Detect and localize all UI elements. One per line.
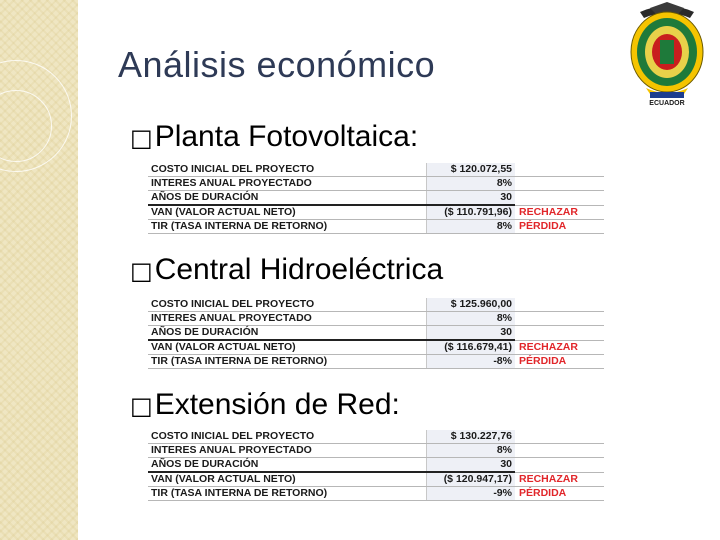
row-value: 30 (427, 458, 516, 473)
page-title: Análisis económico (118, 44, 436, 85)
section-heading-fotovoltaica (130, 120, 418, 154)
table-row (148, 163, 604, 177)
section-heading-extension-red (130, 388, 400, 422)
row-value: -8% (427, 355, 516, 369)
row-result (515, 458, 604, 473)
row-result: RECHAZAR (515, 340, 604, 355)
row-result: RECHAZAR (515, 205, 604, 220)
section-title: Central Hidroeléctrica (154, 253, 444, 286)
table-row (148, 326, 604, 341)
table-row (148, 312, 604, 326)
row-value: -9% (427, 487, 516, 501)
table-row (148, 458, 604, 473)
section-title: Extensión de Red: (154, 388, 400, 421)
section-heading-hidroelectrica (130, 253, 443, 287)
row-label: COSTO INICIAL DEL PROYECTO (148, 163, 427, 177)
bullet-icon: □ (130, 257, 153, 285)
row-label: VAN (VALOR ACTUAL NETO) (148, 472, 427, 487)
table-row (148, 340, 604, 355)
row-value: 8% (427, 177, 516, 191)
row-result: RECHAZAR (515, 472, 604, 487)
table-row (148, 177, 604, 191)
table-row (148, 430, 604, 444)
row-label: AÑOS DE DURACIÓN (148, 191, 427, 206)
table-row (148, 472, 604, 487)
row-label: INTERES ANUAL PROYECTADO (148, 312, 427, 326)
table-row (148, 220, 604, 234)
row-label: COSTO INICIAL DEL PROYECTO (148, 298, 427, 312)
row-label: INTERES ANUAL PROYECTADO (148, 444, 427, 458)
table-row (148, 487, 604, 501)
row-value: $ 125.960,00 (427, 298, 516, 312)
bullet-icon: □ (130, 124, 153, 152)
row-result (515, 177, 604, 191)
table-row (148, 444, 604, 458)
table-row (148, 355, 604, 369)
row-result: PÉRDIDA (515, 487, 604, 501)
row-value: 8% (427, 220, 516, 234)
row-value: 30 (427, 191, 516, 206)
table-row (148, 205, 604, 220)
row-label: AÑOS DE DURACIÓN (148, 326, 427, 341)
results-table-fotovoltaica (148, 163, 604, 234)
results-table-extension-red (148, 430, 604, 501)
row-label: VAN (VALOR ACTUAL NETO) (148, 340, 427, 355)
row-result (515, 444, 604, 458)
row-result: PÉRDIDA (515, 220, 604, 234)
row-label: COSTO INICIAL DEL PROYECTO (148, 430, 427, 444)
ecuador-coat-of-arms-icon (620, 2, 714, 108)
row-result (515, 298, 604, 312)
row-value: $ 120.072,55 (427, 163, 516, 177)
logo-text: ECUADOR (649, 100, 685, 107)
bullet-icon: □ (130, 392, 153, 420)
row-result (515, 430, 604, 444)
row-result (515, 326, 604, 341)
row-value: ($ 116.679,41) (427, 340, 516, 355)
row-label: AÑOS DE DURACIÓN (148, 458, 427, 473)
row-value: $ 130.227,76 (427, 430, 516, 444)
row-value: ($ 120.947,17) (427, 472, 516, 487)
table-row (148, 298, 604, 312)
row-label: VAN (VALOR ACTUAL NETO) (148, 205, 427, 220)
results-table-hidroelectrica (148, 298, 604, 369)
section-title: Planta Fotovoltaica: (154, 120, 419, 153)
row-result (515, 163, 604, 177)
row-value: 30 (427, 326, 516, 341)
row-label: TIR (TASA INTERNA DE RETORNO) (148, 487, 427, 501)
row-result (515, 191, 604, 206)
row-result: PÉRDIDA (515, 355, 604, 369)
row-value: 8% (427, 312, 516, 326)
row-label: TIR (TASA INTERNA DE RETORNO) (148, 355, 427, 369)
row-value: ($ 110.791,96) (427, 205, 516, 220)
table-row (148, 191, 604, 206)
row-result (515, 312, 604, 326)
row-value: 8% (427, 444, 516, 458)
row-label: INTERES ANUAL PROYECTADO (148, 177, 427, 191)
row-label: TIR (TASA INTERNA DE RETORNO) (148, 220, 427, 234)
decorative-left-band (0, 0, 78, 540)
